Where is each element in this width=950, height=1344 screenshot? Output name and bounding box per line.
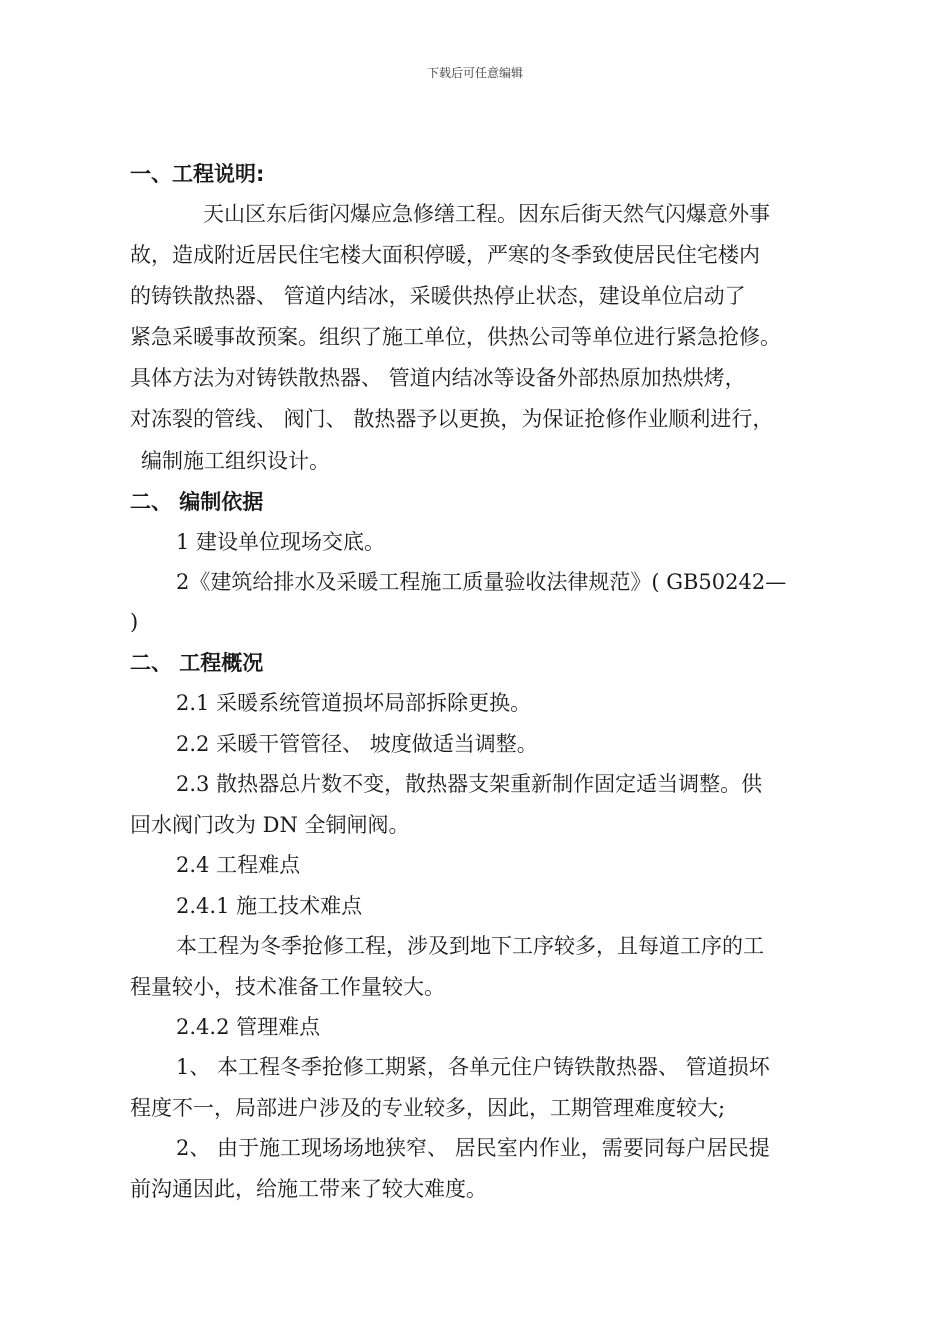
- section-3-title: 二、 工程概况: [130, 651, 264, 675]
- paragraph-line: 前沟通因此，给施工带来了较大难度。: [130, 1177, 487, 1201]
- paragraph-line: 对冻裂的管线、 阀门、 散热器予以更换，为保证抢修作业顺利进行，: [130, 407, 774, 431]
- paragraph-line: 本工程为冬季抢修工程，涉及到地下工序较多，且每道工序的工: [176, 934, 764, 958]
- list-item-continuation: ): [130, 610, 139, 634]
- subheading: 2.4.1 施工技术难点: [176, 894, 363, 918]
- paragraph-line: 编制施工组织设计。: [141, 449, 330, 473]
- paragraph-line: 的铸铁散热器、 管道内结冰，采暖供热停止状态，建设单位启动了: [130, 284, 746, 308]
- paragraph-line: 1、 本工程冬季抢修工期紧，各单元住户铸铁散热器、 管道损坏: [176, 1055, 770, 1079]
- paragraph-line: 天山区东后街闪爆应急修缮工程。因东后街天然气闪爆意外事: [203, 202, 770, 226]
- list-item: 1 建设单位现场交底。: [176, 530, 386, 554]
- list-item: 2.3 散热器总片数不变，散热器支架重新制作固定适当调整。供: [176, 772, 763, 796]
- section-2-title: 二、 编制依据: [130, 490, 264, 514]
- subheading: 2.4.2 管理难点: [176, 1015, 321, 1039]
- paragraph-line: 程度不一，局部进户涉及的专业较多，因此，工期管理难度较大;: [130, 1096, 726, 1120]
- list-item-continuation: 回水阀门改为 DN 全铜闸阀。: [130, 813, 410, 837]
- paragraph-line: 紧急采暖事故预案。组织了施工单位，供热公司等单位进行紧急抢修。: [130, 325, 781, 349]
- paragraph-line: 故，造成附近居民住宅楼大面积停暖，严寒的冬季致使居民住宅楼内: [130, 243, 760, 267]
- list-item: 2.2 采暖干管管径、 坡度做适当调整。: [176, 732, 538, 756]
- list-item: 2.1 采暖系统管道损坏局部拆除更换。: [176, 691, 532, 715]
- list-item: 2《建筑给排水及采暖工程施工质量验收法律规范》( GB50242—: [176, 570, 787, 594]
- paragraph-line: 程量较小，技术准备工作量较大。: [130, 975, 445, 999]
- paragraph-line: 2、 由于施工现场场地狭窄、 居民室内作业，需要同每户居民提: [176, 1136, 770, 1160]
- page-header-note: 下载后可任意编辑: [426, 66, 523, 80]
- subheading: 2.4 工程难点: [176, 853, 301, 877]
- section-1-title: 一、工程说明:: [130, 162, 265, 186]
- paragraph-line: 具体方法为对铸铁散热器、 管道内结冰等设备外部热原加热烘烤，: [130, 366, 746, 390]
